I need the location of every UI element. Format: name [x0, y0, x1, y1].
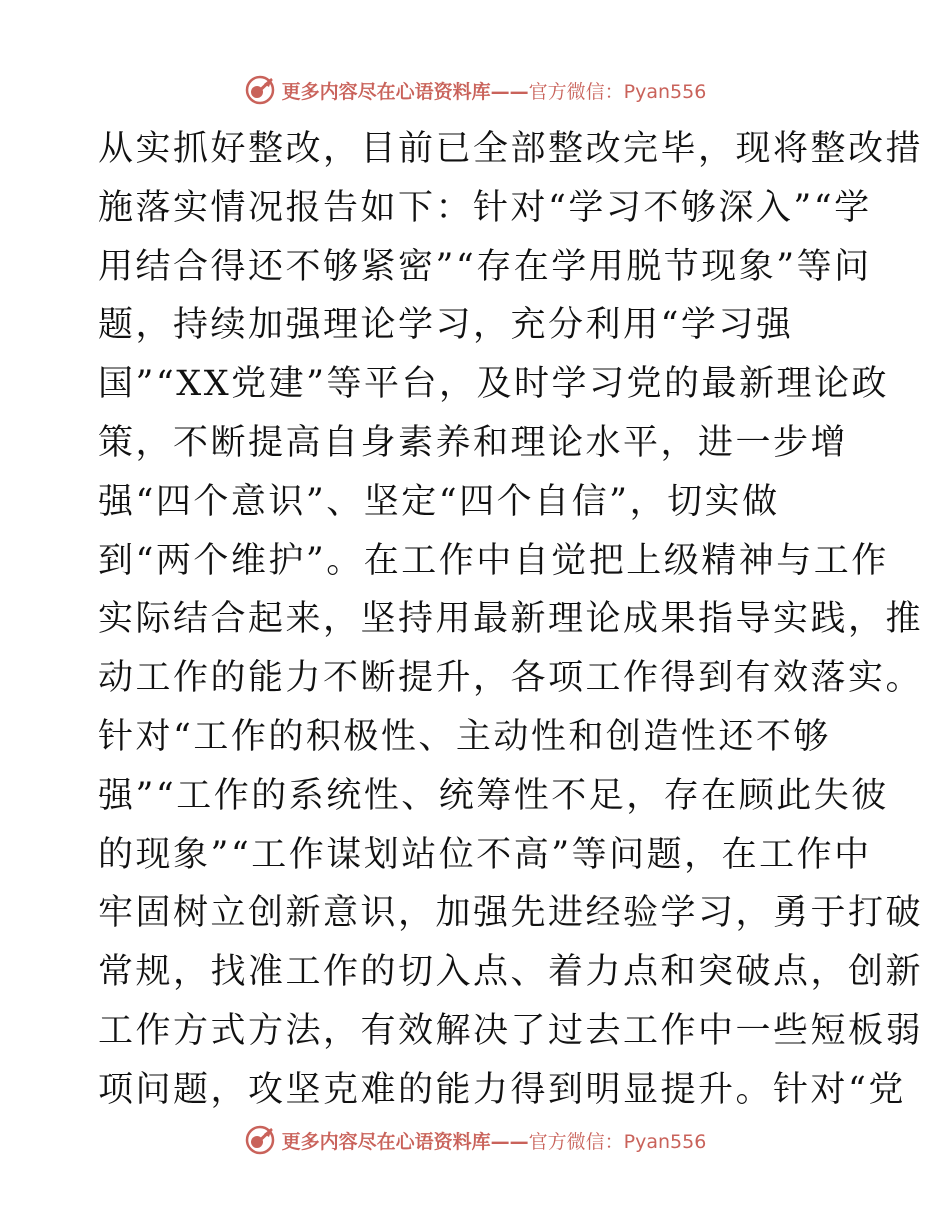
- header-watermark: [0, 70, 950, 110]
- watermark-text: 更多内容尽在心语资料库——官方微信：Pyan556: [281, 80, 707, 103]
- body-line: 项问题，攻坚克难的能力得到明显提升。针对“党: [98, 1069, 906, 1110]
- body-line: 的现象”“工作谋划站位不高”等问题，在工作中: [98, 834, 872, 875]
- quill-logo-icon: [244, 74, 276, 106]
- body-line: 国”“XX党建”等平台，及时学习党的最新理论政: [98, 364, 890, 405]
- body-line: 到“两个维护”。在工作中自觉把上级精神与工作: [98, 540, 889, 581]
- body-line: 针对“工作的积极性、主动性和创造性还不够: [98, 716, 831, 757]
- body-line: 强”“工作的系统性、统筹性不足，存在顾此失彼: [98, 775, 889, 816]
- body-line: 从实抓好整改，目前已全部整改完毕，现将整改措: [98, 129, 924, 169]
- watermark-text: 更多内容尽在心语资料库——官方微信：Pyan556: [281, 1130, 707, 1153]
- body-line: 施落实情况报告如下：针对“学习不够深入”“学: [98, 187, 872, 228]
- body-line: 工作方式方法，有效解决了过去工作中一些短板弱: [98, 1010, 924, 1051]
- body-line: 用结合得还不够紧密”“存在学用脱节现象”等问: [98, 246, 872, 287]
- document-body: [98, 120, 924, 1120]
- body-line: 题，持续加强理论学习，充分利用“学习强: [98, 305, 794, 346]
- body-line: 强“四个意识”、坚定“四个自信”，切实做: [98, 481, 780, 522]
- body-line: 动工作的能力不断提升，各项工作得到有效落实。: [98, 658, 924, 699]
- footer-watermark: [0, 1120, 950, 1160]
- quill-logo-icon: [244, 1124, 276, 1156]
- body-line: 策，不断提高自身素养和理论水平，进一步增: [98, 422, 849, 463]
- body-line: 牢固树立创新意识，加强先进经验学习，勇于打破: [98, 893, 924, 934]
- body-line: 实际结合起来，坚持用最新理论成果指导实践，推: [98, 599, 924, 640]
- body-line: 常规，找准工作的切入点、着力点和突破点，创新: [98, 952, 924, 993]
